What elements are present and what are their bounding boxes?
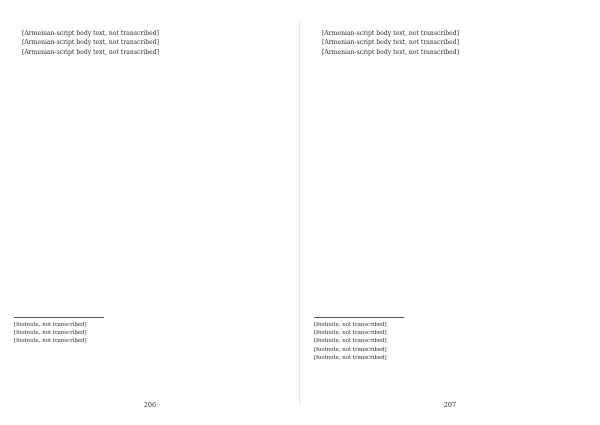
page-number: 207 — [443, 401, 457, 409]
footnote: [footnote, not transcribed] — [314, 338, 387, 345]
paragraph: [Armenian-script body text, not transcribed] — [22, 48, 160, 56]
footnote: [footnote, not transcribed] — [314, 346, 387, 353]
footnote: [footnote, not transcribed] — [14, 322, 87, 328]
paragraph: [Armenian-script body text, not transcribed] — [22, 39, 160, 47]
right-page-body — [314, 30, 586, 312]
footnote: [footnote, not transcribed] — [314, 322, 387, 328]
paragraph: [Armenian-script body text, not transcribed] — [322, 39, 460, 47]
right-page — [300, 0, 600, 425]
footnote: [footnote, not transcribed] — [14, 338, 87, 345]
left-page-footnotes — [14, 322, 286, 346]
footnote-divider — [314, 317, 404, 318]
right-page-footnotes — [314, 322, 586, 362]
paragraph: [Armenian-script body text, not transcribed] — [322, 30, 460, 37]
footnote-divider — [14, 317, 104, 318]
footnote: [footnote, not transcribed] — [314, 354, 387, 361]
paragraph: [Armenian-script body text, not transcribed] — [22, 30, 160, 37]
paragraph: [Armenian-script body text, not transcribed] — [322, 48, 460, 56]
page-number: 206 — [143, 401, 157, 409]
footnote: [footnote, not transcribed] — [14, 330, 87, 337]
footnote: [footnote, not transcribed] — [314, 330, 387, 337]
left-page-body — [14, 30, 286, 312]
